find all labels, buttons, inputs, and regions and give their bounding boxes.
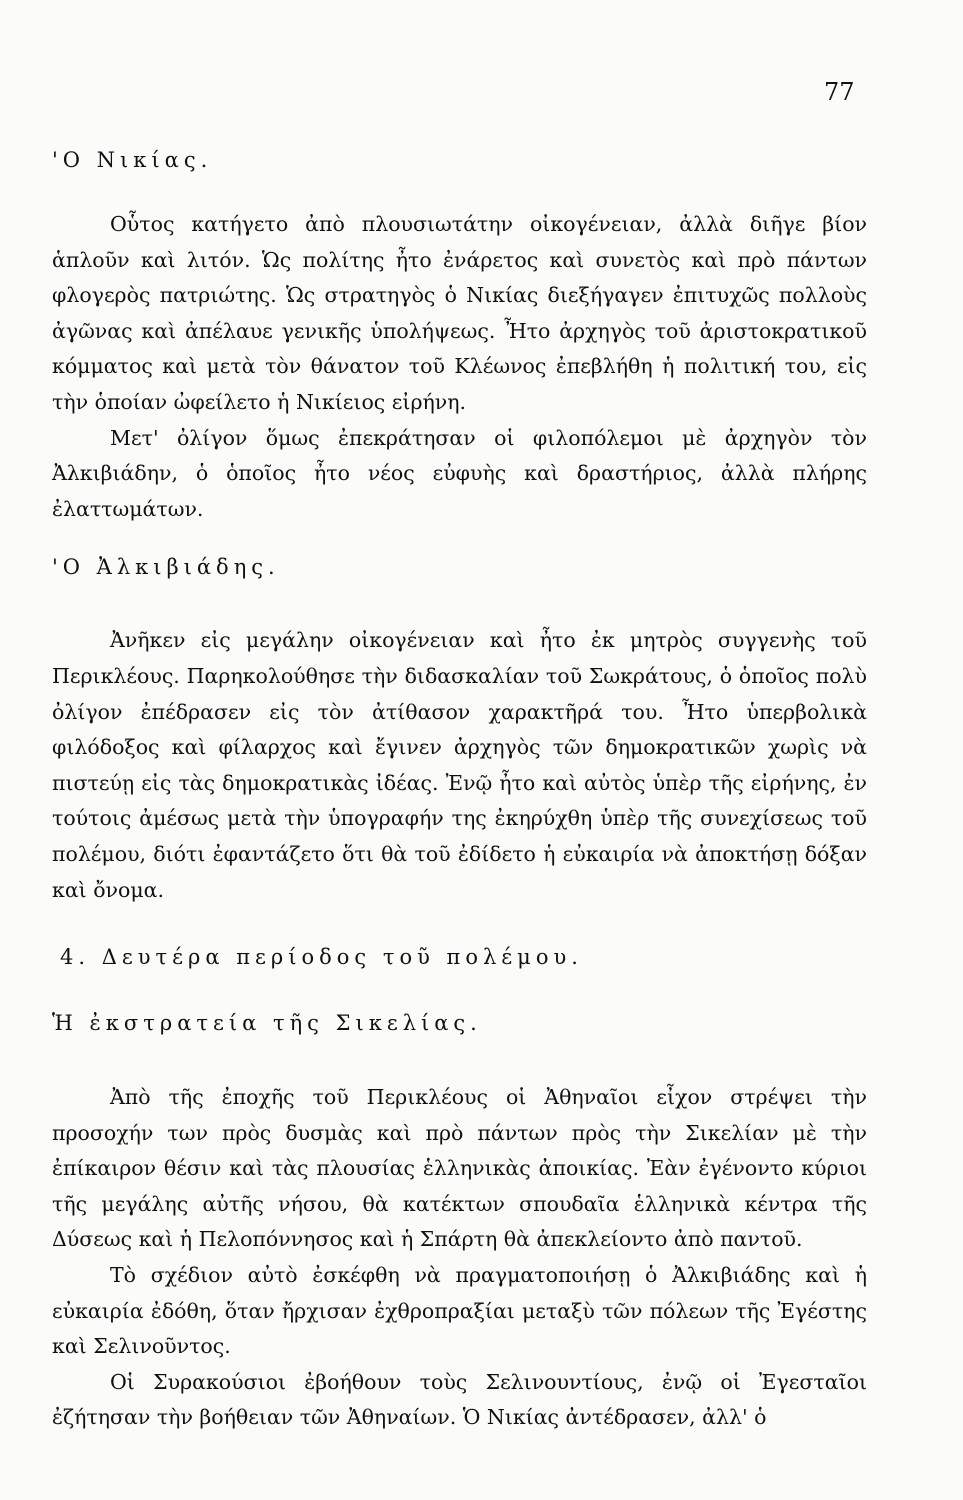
page-number: 77 — [824, 78, 855, 106]
paragraph-nikias-2: Μετ' ὀλίγον ὅμως ἐπεκράτησαν οἱ φιλοπόλεμοι μὲ ἀρχηγὸν τὸν Ἀλκιβιάδην, ὁ ὁποῖος ἦτο νέος εὐφυὴς καὶ δραστήριος, ἀλλὰ πλήρης ἐλαττωμάτων. — [52, 425, 867, 521]
paragraph-sicily-2: Τὸ σχέδιον αὐτὸ ἐσκέφθη νὰ πραγματοποιήσῃ ὁ Ἀλκιβιάδης καὶ ἡ εὐκαιρία ἐδόθη, ὅταν ἤρχισαν ἐχθροπραξίαι μεταξὺ τῶν πόλεων τῆς Ἐγέστης καὶ Σελινοῦντος. — [52, 1263, 867, 1359]
paragraph-sicily-1: Ἀπὸ τῆς ἐποχῆς τοῦ Περικλέους οἱ Ἀθηναῖοι εἶχον στρέψει τὴν προσοχήν των πρὸς δυσμὰς καὶ πρὸ πάντων πρὸς τὴν Σικελίαν μὲ τὴν ἐπίκαιρον θέσιν καὶ τὰς πλουσίας ἑλληνικὰς ἀποικίας. Ἐὰν ἐγένοντο κύριοι τῆς μεγάλης αὐτῆς νήσου, θὰ κατέκτων σπουδαῖα ἑλληνικὰ κέντρα τῆς Δύσεως καὶ ἡ Πελοπόννησος καὶ ἡ Σπάρτη θὰ ἀπεκλείοντο ἀπὸ παντοῦ. — [52, 1085, 867, 1252]
section-heading-sicily: Ἡ ἐκστρατεία τῆς Σικελίας. — [52, 1011, 482, 1036]
section-heading-nikias: 'Ο Νικίας. — [52, 148, 213, 172]
section-heading-alkibiades: 'Ο Ἀλκιβιάδης. — [52, 555, 280, 580]
paragraph-nikias-1: Οὗτος κατήγετο ἀπὸ πλουσιωτάτην οἰκογένειαν, ἀλλὰ διῆγε βίον ἁπλοῦν καὶ λιτόν. Ὡς πολίτης ἦτο ἐνάρετος καὶ συνετὸς καὶ πρὸ πάντων φλογερὸς πατριώτης. Ὡς στρατηγὸς ὁ Νικίας διεξήγαγεν ἐπιτυχῶς πολλοὺς ἀγῶνας καὶ ἀπέλαυε γενικῆς ὑπολήψεως. Ἦτο ἀρχηγὸς τοῦ ἀριστοκρατικοῦ κόμματος καὶ μετὰ τὸν θάνατον τοῦ Κλέωνος ἐπεβλήθη ἡ πολιτική του, εἰς τὴν ὁποίαν ὠφείλετο ἡ Νικίειος εἰρήνη. — [52, 212, 867, 414]
section-heading-second-period: 4. Δευτέρα περίοδος τοῦ πολέμου. — [60, 945, 583, 970]
paragraph-alkibiades-1: Ἀνῆκεν εἰς μεγάλην οἰκογένειαν καὶ ἦτο ἐκ μητρὸς συγγενὴς τοῦ Περικλέους. Παρηκολούθησε τὴν διδασκαλίαν τοῦ Σωκράτους, ὁ ὁποῖος πολὺ ὀλίγον ἐπέδρασεν εἰς τὸν ἀτίθασον χαρακτῆρά του. Ἦτο ὑπερβολικὰ φιλόδοξος καὶ φίλαρχος καὶ ἔγινεν ἀρχηγὸς τῶν δημοκρατικῶν χωρὶς νὰ πιστεύῃ εἰς τὰς δημοκρατικὰς ἰδέας. Ἐνῷ ἦτο καὶ αὐτὸς ὑπὲρ τῆς εἰρήνης, ἐν τούτοις ἀμέσως μετὰ τὴν ὑπογραφήν της ἐκηρύχθη ὑπὲρ τῆς συνεχίσεως τοῦ πολέμου, διότι ἐφαντάζετο ὅτι θὰ τοῦ ἐδίδετο ἡ εὐκαιρία νὰ ἀποκτήσῃ δόξαν καὶ ὄνομα. — [52, 628, 867, 902]
paragraph-sicily-3: Οἱ Συρακούσιοι ἐβοήθουν τοὺς Σελινουντίους, ἐνῷ οἱ Ἐγεσταῖοι ἐζήτησαν τὴν βοήθειαν τῶν Ἀθηναίων. Ὁ Νικίας ἀντέδρασεν, ἀλλ' ὁ — [52, 1369, 867, 1430]
page-body — [52, 143, 867, 1436]
